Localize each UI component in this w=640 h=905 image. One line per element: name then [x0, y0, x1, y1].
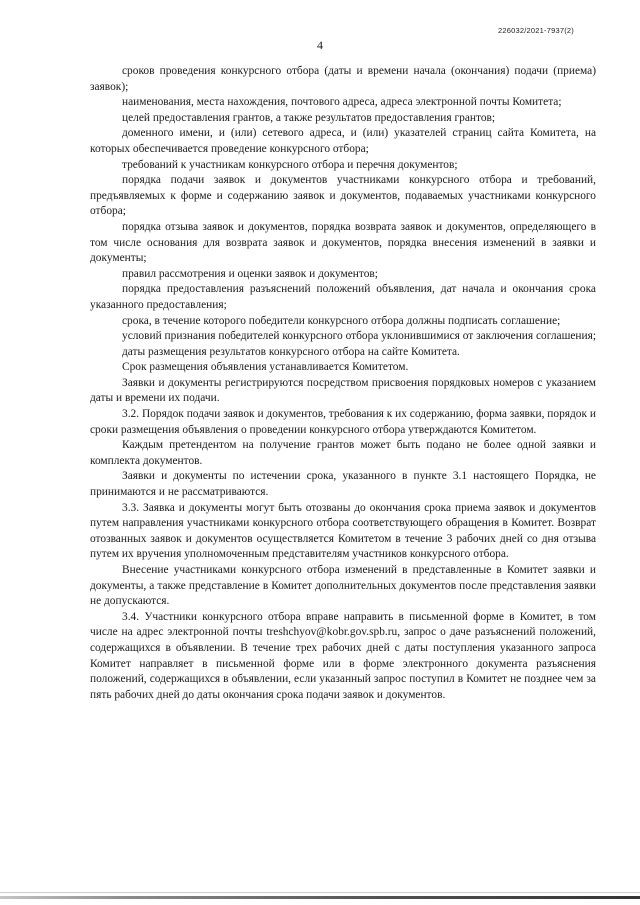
paragraph: сроков проведения конкурсного отбора (даты и времени начала (окончания) подачи (приема) заявок);: [90, 65, 596, 93]
paragraph: правил рассмотрения и оценки заявок и документов;: [122, 267, 378, 280]
paragraph: порядка предоставления разъяснений положений объявления, дат начала и окончания срока указанного предоставления;: [90, 283, 596, 311]
scan-edge-line: [0, 892, 640, 893]
paragraph: 3.2. Порядок подачи заявок и документов, требования к их содержанию, форма заявки, порядок и сроки размещения объявления о проведении конкурсного отбора утверждаются Комитетом.: [90, 408, 596, 436]
paragraph: 3.3. Заявка и документы могут быть отозваны до окончания срока приема заявок и документов путем направления участниками конкурсного отбора соответствующего обращения в Комитет. Возврат отозванных заявок и документов осуществляется Комитетом в течение 3 рабочих дней со дня отзыва путем их вручения уполномоченным представителям участников конкурсного отбора.: [90, 501, 596, 561]
paragraph: Срок размещения объявления устанавливается Комитетом.: [122, 361, 409, 374]
paragraph: Внесение участниками конкурсного отбора изменений в представленные в Комитет заявки и документы, а также представление в Комитет дополнительных документов после представления заявки не допускаются.: [90, 564, 596, 608]
paragraph: условий признания победителей конкурсного отбора уклонившимися от заключения соглашения;: [122, 330, 596, 343]
page-number: 4: [317, 38, 323, 52]
paragraph: Каждым претендентом на получение грантов может быть подано не более одной заявки и комплекта документов.: [90, 439, 596, 467]
paragraph: Заявки и документы регистрируются посредством присвоения порядковых номеров с указанием даты и времени их подачи.: [90, 376, 596, 405]
document-body: [90, 64, 596, 703]
paragraph: порядка отзыва заявок и документов, порядка возврата заявок и документов, определяющего в том числе основания для возврата заявок и документов, порядка внесения изменений в заявки и документы;: [90, 220, 596, 265]
paragraph: наименования, места нахождения, почтового адреса, адреса электронной почты Комитета;: [122, 96, 562, 109]
paragraph: требований к участникам конкурсного отбора и перечня документов;: [122, 158, 458, 171]
paragraph: срока, в течение которого победители конкурсного отбора должны подписать соглашение;: [122, 314, 561, 327]
scan-edge-shadow: [0, 896, 640, 899]
paragraph: доменного имени, и (или) сетевого адреса, и (или) указателей страниц сайта Комитета, на которых обеспечивается проведение конкурсного отбора;: [90, 127, 596, 155]
paragraph: Заявки и документы по истечении срока, указанного в пункте 3.1 настоящего Порядка, не принимаются и не рассматриваются.: [90, 470, 596, 499]
paragraph: даты размещения результатов конкурсного отбора на сайте Комитета.: [122, 345, 460, 358]
paragraph: 3.4. Участники конкурсного отбора вправе направить в письменной форме в Комитет, в том числе на адрес электронной почты treshchyov@kobr.gov.spb.ru, запрос о даче разъяснений положений, содержащихся в объявлении. В течение трех рабочих дней с даты поступления указанного запроса Комитет направляет в письменной форме или в форме электронного документа разъяснения положений, содержащихся в объявлении, если указанный запрос поступил в Комитет не позднее чем за пять рабочих дней до даты окончания срока подачи заявок и документов.: [90, 610, 596, 701]
paragraph: целей предоставления грантов, а также результатов предоставления грантов;: [122, 111, 496, 124]
paragraph: порядка подачи заявок и документов участниками конкурсного отбора и требований, предъявляемых к форме и содержанию заявок и документов, подаваемых участниками конкурсного отбора;: [90, 174, 596, 218]
document-code: 226032/2021-7937(2): [498, 26, 574, 35]
